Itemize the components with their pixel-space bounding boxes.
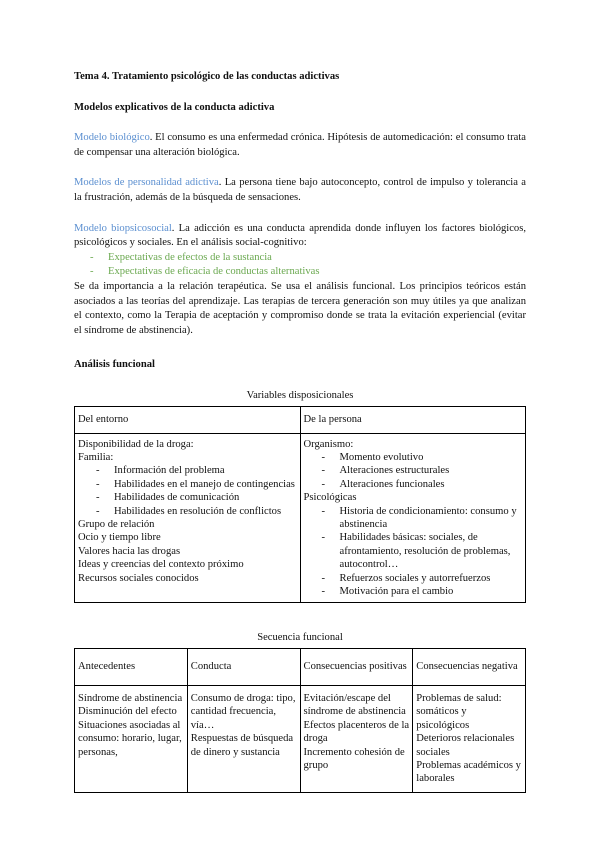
entorno-cell bbox=[75, 433, 301, 603]
table-header-cell: Antecedentes bbox=[75, 648, 188, 685]
entorno-item: Ocio y tiempo libre bbox=[78, 532, 161, 544]
table-cell-antecedentes: Síndrome de abstinencia Disminución del efecto Situaciones asociadas al consumo: horario, lugar, personas, bbox=[75, 685, 188, 792]
table-row bbox=[75, 685, 526, 792]
table-header-cell: Consecuencias negativa bbox=[413, 648, 526, 685]
familia-list bbox=[78, 464, 297, 518]
model-name: Modelo biopsicosocial bbox=[74, 222, 172, 234]
model-name: Modelo biológico bbox=[74, 132, 150, 144]
list-item: - Habilidades en el manejo de contingencias bbox=[96, 478, 297, 491]
table-header-cell: Del entorno bbox=[75, 406, 301, 433]
list-item: - Expectativas de efectos de la sustancia bbox=[90, 251, 526, 266]
list-item: - Alteraciones estructurales bbox=[322, 464, 523, 477]
table-header-row bbox=[75, 406, 526, 433]
entorno-item: Recursos sociales conocidos bbox=[78, 572, 199, 584]
list-item: - Momento evolutivo bbox=[322, 451, 523, 464]
psicologicas-list bbox=[304, 505, 523, 599]
section-heading-models: Modelos explicativos de la conducta adictiva bbox=[74, 101, 275, 113]
table-header-cell: Conducta bbox=[187, 648, 300, 685]
section-heading-analisis: Análisis funcional bbox=[74, 359, 155, 371]
list-item: - Historia de condicionamiento: consumo y abstinencia bbox=[322, 505, 523, 532]
secuencia-table bbox=[74, 648, 526, 793]
document-page bbox=[74, 70, 526, 793]
list-item: - Refuerzos sociales y autorrefuerzos bbox=[322, 572, 523, 585]
table-cell-conducta: Consumo de droga: tipo, cantidad frecuencia, vía… Respuestas de búsqueda de dinero y sustancia bbox=[187, 685, 300, 792]
model-text: . El consumo es una enfermedad crónica. Hipótesis de automedicación: el consumo trata de compensar una alteración biológica. bbox=[74, 132, 526, 158]
entorno-item: Valores hacia las drogas bbox=[78, 545, 181, 557]
table-cell-negativas: Problemas de salud: somáticos y psicológicos Deterioros relacionales sociales Problemas académicos y laborales bbox=[413, 685, 526, 792]
table-caption-variables: Variables disposicionales bbox=[246, 389, 354, 401]
list-item: - Habilidades de comunicación bbox=[96, 491, 297, 504]
psicologicas-label: Psicológicas bbox=[303, 492, 357, 504]
organismo-list bbox=[304, 451, 523, 491]
entorno-first: Disponibilidad de la droga: bbox=[78, 438, 194, 450]
organismo-label: Organismo: bbox=[303, 438, 354, 450]
model-paragraph-biologico bbox=[74, 131, 526, 160]
familia-label: Familia: bbox=[78, 451, 114, 463]
table-row bbox=[75, 433, 526, 603]
entorno-item: Grupo de relación bbox=[78, 518, 155, 530]
variables-table bbox=[74, 406, 526, 604]
list-item: - Expectativas de eficacia de conductas alternativas bbox=[90, 265, 526, 280]
expectativas-list bbox=[74, 251, 526, 280]
relacion-paragraph: Se da importancia a la relación terapéutica. Se usa el análisis funcional. Los principios teóricos están asociados a las teorías del aprendizaje. Las terapias de tercera generación son muy útiles ya que analizan el contexto, como la Terapia de aceptación y compromiso donde se trata la evitación experiencial (evitar el síndrome de abstinencia). bbox=[74, 280, 526, 336]
model-paragraph-personalidad bbox=[74, 176, 526, 205]
model-paragraph-biopsicosocial bbox=[74, 222, 526, 251]
table-header-cell: Consecuencias positivas bbox=[300, 648, 413, 685]
model-name: Modelos de personalidad adictiva bbox=[74, 177, 219, 189]
table-header-row bbox=[75, 648, 526, 685]
table-caption-secuencia: Secuencia funcional bbox=[257, 632, 343, 644]
list-item: - Habilidades en resolución de conflictos bbox=[96, 505, 297, 518]
list-item: - Alteraciones funcionales bbox=[322, 478, 523, 491]
list-item: - Habilidades básicas: sociales, de afrontamiento, resolución de problemas, autocontrol… bbox=[322, 531, 523, 571]
model-text: . La persona tiene bajo autoconcepto, control de impulso y tolerancia a la frustración, además de la búsqueda de sensaciones. bbox=[74, 177, 526, 203]
table-cell-positivas: Evitación/escape del síndrome de abstinencia Efectos placenteros de la droga Incremento cohesión de grupo bbox=[300, 685, 413, 792]
table-header-cell: De la persona bbox=[300, 406, 526, 433]
persona-cell bbox=[300, 433, 526, 603]
model-text: . La adicción es una conducta aprendida donde influyen los factores biológicos, psicológicos y sociales. En el análisis social-cognitivo: bbox=[74, 222, 526, 249]
list-item: - Motivación para el cambio bbox=[322, 585, 523, 598]
list-item: - Información del problema bbox=[96, 464, 297, 477]
page-title: Tema 4. Tratamiento psicológico de las conductas adictivas bbox=[74, 71, 340, 82]
entorno-item: Ideas y creencias del contexto próximo bbox=[78, 559, 244, 571]
